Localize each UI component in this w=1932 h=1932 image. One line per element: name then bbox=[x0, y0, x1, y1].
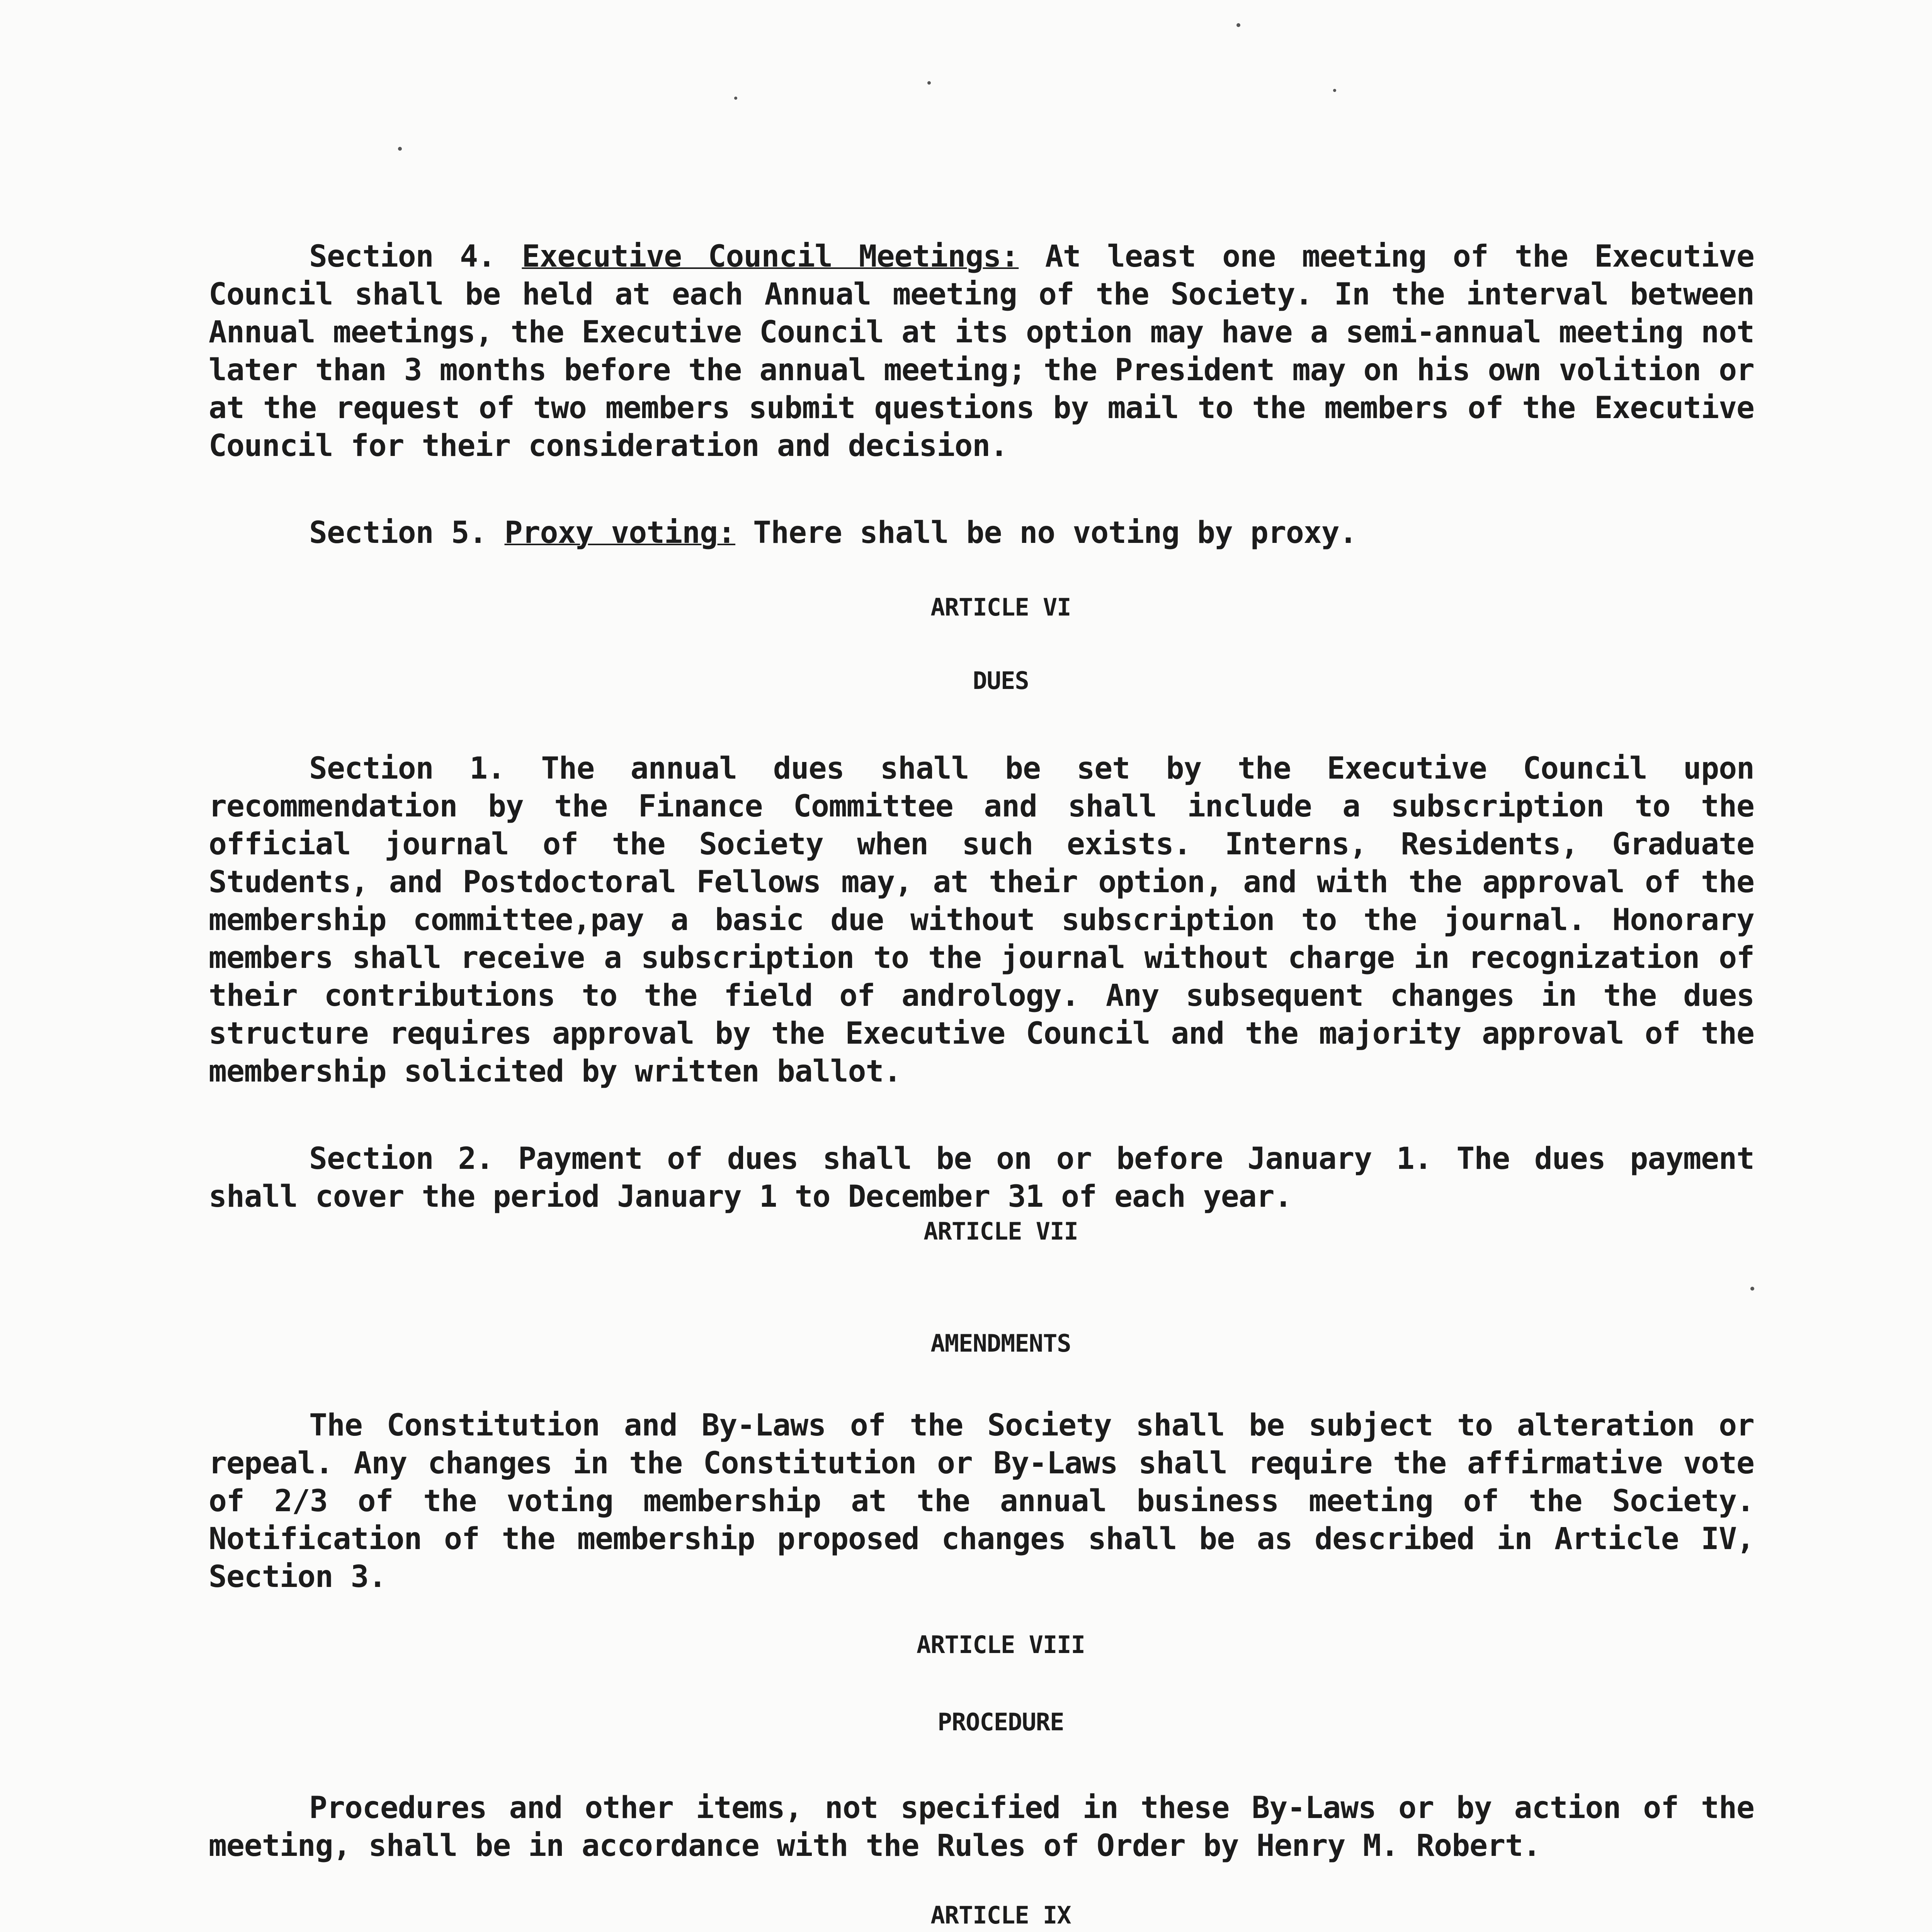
section-5-paragraph bbox=[209, 514, 1754, 552]
scan-speck bbox=[398, 147, 402, 151]
article-6-heading: ARTICLE VI bbox=[930, 593, 1071, 621]
section-5-label: Section 5. bbox=[309, 515, 487, 550]
article-8-body bbox=[209, 1789, 1772, 1865]
article-8-subheading: PROCEDURE bbox=[937, 1708, 1064, 1736]
article-6-section-1 bbox=[209, 750, 1772, 1090]
article-7-body bbox=[209, 1406, 1772, 1596]
article-6-subheading: DUES bbox=[973, 667, 1029, 695]
article-6-section-2 bbox=[209, 1140, 1772, 1216]
procedure-paragraph: Procedures and other items, not specified in these By-Laws or by action of the meeting, shall be in accordance with the Rules of Order by Henry M. Robert. bbox=[209, 1791, 1772, 1863]
article-7-heading: ARTICLE VII bbox=[923, 1217, 1078, 1245]
section-4 bbox=[209, 238, 1772, 465]
section-5-text: There shall be no voting by proxy. bbox=[753, 515, 1357, 550]
article-9-heading: ARTICLE IX bbox=[930, 1901, 1071, 1929]
scan-speck bbox=[1236, 23, 1240, 27]
article-8-heading: ARTICLE VIII bbox=[917, 1631, 1085, 1659]
scan-speck bbox=[927, 81, 931, 85]
section-4-paragraph bbox=[209, 238, 1772, 465]
bleed-through-texture bbox=[270, 483, 1739, 676]
article-7-subheading: AMENDMENTS bbox=[930, 1329, 1071, 1357]
section-4-title: Executive Council Meetings: bbox=[522, 239, 1019, 274]
section-4-label: Section 4. bbox=[309, 239, 496, 274]
scan-speck bbox=[734, 97, 737, 100]
section-5 bbox=[209, 514, 1754, 552]
section-5-title: Proxy voting: bbox=[504, 515, 736, 550]
section-4-text: At least one meeting of the Executive Council shall be held at each Annual meeting of the Society. In the interval between Annual meetings, the Executive Council at its option may have a semi-annual meeting not later than 3 months before the annual meeting; the President may on his own volition or at the request of two members submit questions by mail to the members of the Executive Council for their consideration and decision. bbox=[209, 239, 1772, 463]
dues-section-2-paragraph: Section 2. Payment of dues shall be on or before January 1. The dues payment shall cover the period January 1 to December 31 of each year. bbox=[209, 1141, 1772, 1214]
scan-speck bbox=[1750, 1287, 1754, 1291]
dues-section-1-paragraph: Section 1. The annual dues shall be set by the Executive Council upon recommendation by the Finance Committee and shall include a subscription to the official journal of the Society when such exists. Interns, Residents, Graduate Students, and Postdoctoral Fellows may, at their option, and with the approval of the membership committee,pay a basic due without subscription to the journal. Honorary members shall receive a subscription to the journal without charge in recognization of their contributions to the field of andrology. Any subsequent changes in the dues structure requires approval by the Executive Council and the majority approval of the membership solicited by written ballot. bbox=[209, 751, 1772, 1089]
amendments-paragraph: The Constitution and By-Laws of the Society shall be subject to alteration or repeal. Any changes in the Constitution or By-Laws shall require the affirmative vote of 2/3 of the voting membership at the annual business meeting of the Society. Notification of the membership proposed changes shall be as described in Article IV, Section 3. bbox=[209, 1408, 1772, 1594]
scan-speck bbox=[1333, 89, 1336, 92]
